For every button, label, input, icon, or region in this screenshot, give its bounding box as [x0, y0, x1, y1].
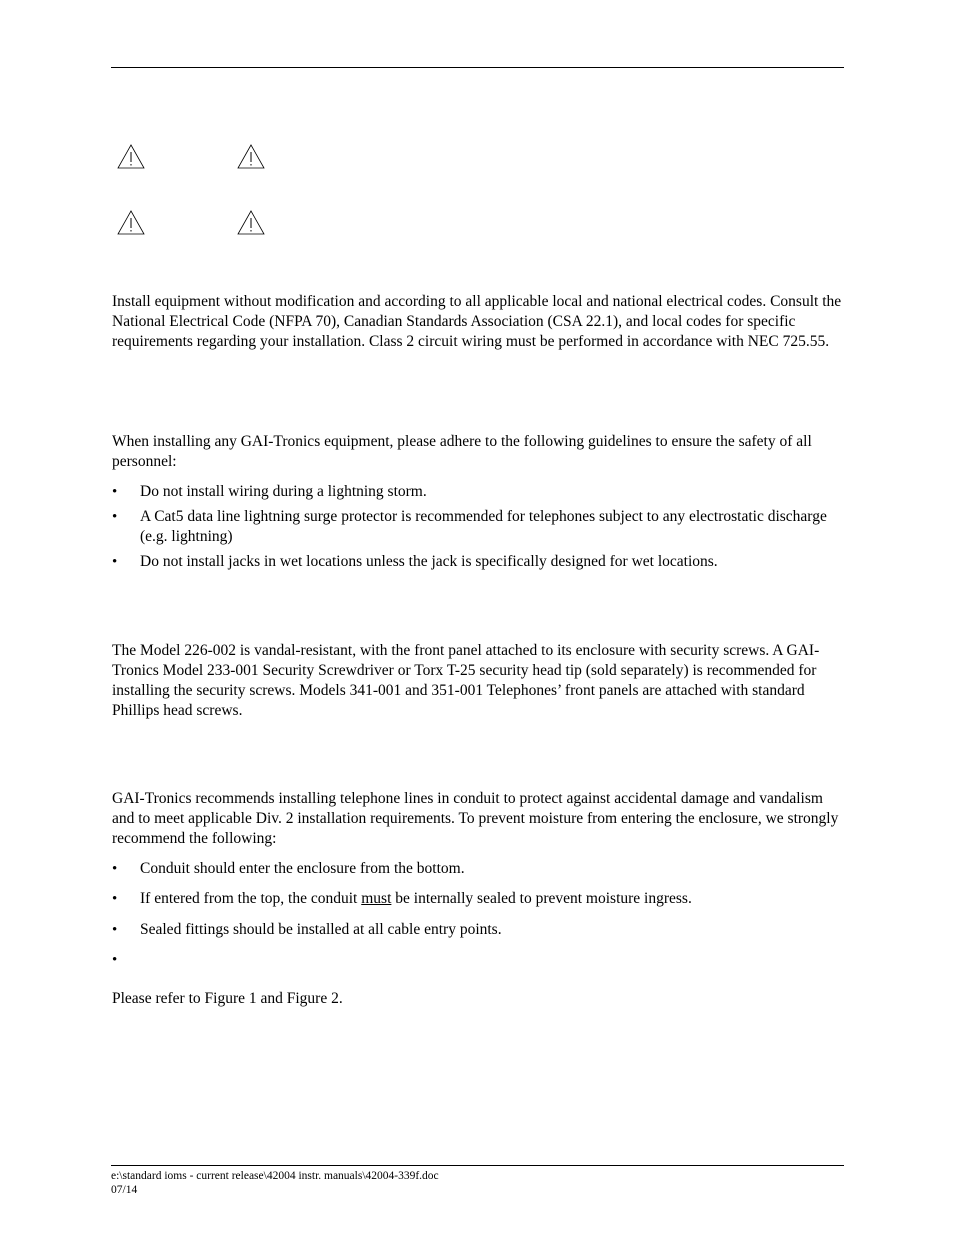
footer-file-path: e:\standard ioms - current release\42004 instr. manuals\42004-339f.doc	[111, 1170, 439, 1182]
bullet-icon: •	[112, 952, 118, 968]
conduit-list	[112, 859, 847, 970]
codes-paragraph: Install equipment without modification and according to all applicable local and national electrical codes. Consult the National Electrical Code (NFPA 70), Canadian Standards Association (CSA 22.1), and local codes for specific requirements regarding your installation. Class 2 circuit wiring must be performed in accordance with NEC 725.55.	[112, 293, 842, 350]
vandal-resistance-paragraph: The Model 226-002 is vandal-resistant, with the front panel attached to its enclosure with security screws. A GAI-Tronics Model 233-001 Security Screwdriver or Torx T-25 security head tip (sold separately) is recommended for installing the security screws. Models 341-001 and 351-001 Telephones’ front panels are attached with standard Phillips head screws.	[112, 642, 820, 719]
bullet-icon: •	[112, 484, 118, 500]
footer	[111, 1169, 439, 1197]
figure-reference: Please refer to Figure 1 and Figure 2.	[112, 990, 343, 1007]
bullet-icon: •	[112, 861, 118, 877]
warning-triangle-icon	[237, 210, 265, 235]
bullet-icon: •	[112, 509, 118, 525]
footer-date: 07/14	[111, 1184, 138, 1196]
bullet-icon: •	[112, 554, 118, 570]
bullet-icon: •	[112, 922, 118, 938]
list-item: • Conduit should enter the enclosure from the bottom.	[112, 860, 465, 877]
list-item: • A Cat5 data line lightning surge protector is recommended for telephones subject to any electrostatic discharge (e.g. lightning)	[112, 508, 827, 545]
list-item	[112, 950, 847, 970]
warning-triangle-icon	[237, 144, 265, 169]
bullet-icon: •	[112, 891, 118, 907]
warning-triangle-icon	[117, 210, 145, 235]
list-item: • If entered from the top, the conduit must be internally sealed to prevent moisture ingress.	[112, 890, 692, 907]
list-item: • Do not install wiring during a lightning storm.	[112, 483, 427, 500]
footer-rule	[111, 1165, 844, 1166]
conduit-intro: GAI-Tronics recommends installing telephone lines in conduit to protect against accidental damage and vandalism and to meet applicable Div. 2 installation requirements. To prevent moisture from entering the enclosure, we strongly recommend the following:	[112, 790, 839, 847]
safety-list	[112, 482, 847, 572]
list-item: • Sealed fittings should be installed at all cable entry points.	[112, 921, 502, 938]
header-rule	[111, 67, 844, 68]
list-item: • Do not install jacks in wet locations unless the jack is specifically designed for wet locations.	[112, 553, 718, 570]
safety-intro: When installing any GAI-Tronics equipment, please adhere to the following guidelines to ensure the safety of all personnel:	[112, 433, 812, 470]
warning-triangle-icon	[117, 144, 145, 169]
